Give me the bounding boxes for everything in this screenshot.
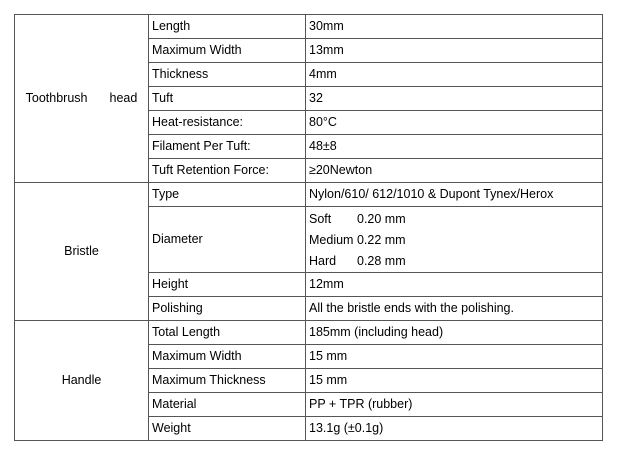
diameter-size: 0.22 mm (356, 233, 406, 247)
spec-label: Maximum Thickness (149, 369, 306, 393)
spec-label: Height (149, 273, 306, 297)
spec-label: Diameter (149, 207, 306, 273)
spec-value: 48±8 (306, 135, 603, 159)
spec-value: 12mm (306, 273, 603, 297)
group-label-bristle: Bristle (15, 183, 149, 321)
spec-value: 13.1g (±0.1g) (306, 417, 603, 441)
spec-value: 80°C (306, 111, 603, 135)
spec-value: All the bristle ends with the polishing. (306, 297, 603, 321)
spec-label: Material (149, 393, 306, 417)
spec-value: ≥20Newton (306, 159, 603, 183)
spec-value: 4mm (306, 63, 603, 87)
spec-label: Filament Per Tuft: (149, 135, 306, 159)
table-row (15, 15, 603, 39)
diameter-line (309, 208, 599, 229)
group-label-handle: Handle (15, 321, 149, 441)
spec-value: 32 (306, 87, 603, 111)
spec-label: Length (149, 15, 306, 39)
diameter-values (306, 207, 603, 273)
diameter-grade: Soft (309, 212, 332, 226)
diameter-grade: Hard (309, 254, 337, 268)
spec-label: Type (149, 183, 306, 207)
spec-label: Thickness (149, 63, 306, 87)
diameter-line (309, 229, 599, 250)
diameter-line (309, 250, 599, 271)
group-label-toothbrush-head (15, 15, 149, 183)
spec-value: 15 mm (306, 345, 603, 369)
spec-value: Nylon/610/ 612/1010 & Dupont Tynex/Herox (306, 183, 603, 207)
spec-label: Maximum Width (149, 345, 306, 369)
spec-label: Heat-resistance: (149, 111, 306, 135)
spec-value: 185mm (including head) (306, 321, 603, 345)
spec-label: Tuft Retention Force: (149, 159, 306, 183)
spec-table (14, 14, 603, 441)
table-row (15, 321, 603, 345)
spec-value: 30mm (306, 15, 603, 39)
group-label-part: head (109, 91, 138, 105)
diameter-size: 0.28 mm (357, 254, 406, 268)
diameter-grade: Medium (309, 233, 354, 247)
group-label-part: Toothbrush (25, 91, 88, 105)
spec-label: Polishing (149, 297, 306, 321)
diameter-size: 0.20 mm (357, 212, 406, 226)
spec-label: Tuft (149, 87, 306, 111)
spec-value: 15 mm (306, 369, 603, 393)
spec-label: Weight (149, 417, 306, 441)
table-row (15, 183, 603, 207)
spec-label: Total Length (149, 321, 306, 345)
spec-value: PP + TPR (rubber) (306, 393, 603, 417)
spec-label: Maximum Width (149, 39, 306, 63)
spec-value: 13mm (306, 39, 603, 63)
